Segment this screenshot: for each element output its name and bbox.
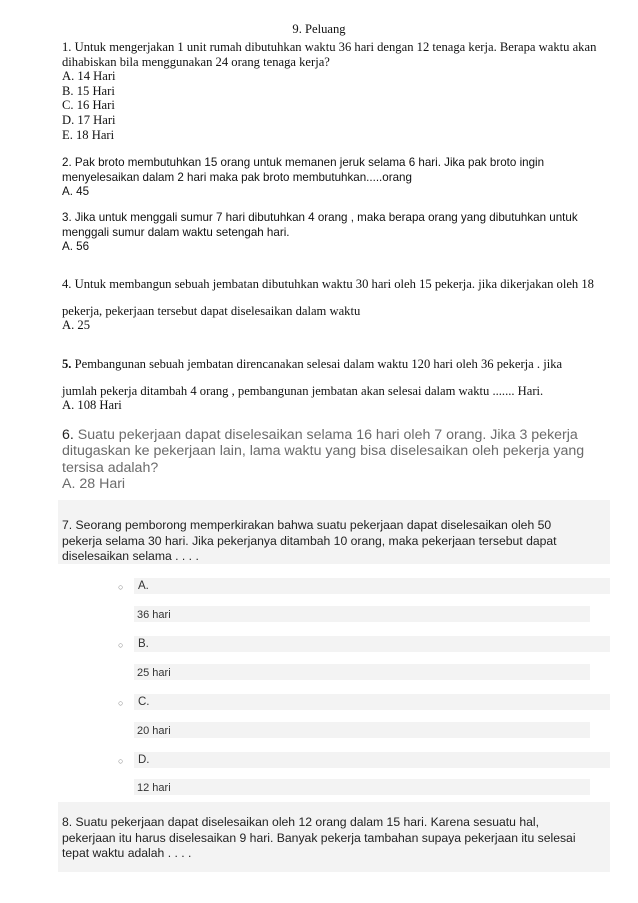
- option-d-value: 12 hari: [137, 782, 171, 794]
- question-1-text-line: 1. Untuk mengerjakan 1 unit rumah dibutuhkan waktu 36 hari dengan 12 tenaga kerja. Berapa waktu akan: [62, 40, 597, 54]
- question-4: [62, 277, 610, 333]
- option-band: [134, 636, 610, 652]
- option-e: E. 18 Hari: [62, 127, 115, 142]
- option-d: D. 17 Hari: [62, 112, 116, 127]
- option-a-value: 36 hari: [137, 609, 171, 621]
- question-6-text-line: tersisa adalah?: [62, 459, 159, 476]
- question-7: [62, 518, 610, 565]
- question-6-text: Suatu pekerjaan dapat diselesaikan selama 16 hari oleh 7 orang. Jika 3 pekerja: [73, 427, 578, 443]
- option-c-value: 20 hari: [137, 725, 171, 737]
- option-c: C. 16 Hari: [62, 98, 115, 113]
- option-band: [134, 694, 610, 710]
- question-7-text-line: 7. Seorang pemborong memperkirakan bahwa suatu pekerjaan dapat diselesaikan oleh 50: [62, 518, 552, 532]
- option-band: [134, 578, 610, 594]
- question-1: [62, 40, 610, 142]
- question-6: [62, 427, 610, 493]
- question-5-text-line: jumlah pekerja ditambah 4 orang , pembangunan jembatan akan selesai dalam waktu ....... Hari.: [62, 383, 544, 398]
- question-8: [62, 815, 610, 862]
- question-5: [62, 357, 610, 413]
- option-b-value: 25 hari: [137, 667, 171, 679]
- question-5-text: Pembangunan sebuah jembatan direncanakan selesai dalam waktu 120 hari oleh 36 pekerja . jika: [71, 357, 563, 371]
- question-5-text-line: [62, 357, 610, 372]
- question-2: [62, 156, 610, 200]
- radio-circle-icon: ○: [118, 640, 124, 650]
- question-3-answer: A. 56: [62, 240, 90, 254]
- question-8-text-line: 8. Suatu pekerjaan dapat diselesaikan oleh 12 orang dalam 15 hari. Karena sesuatu hal,: [62, 815, 539, 829]
- question-3: [62, 211, 610, 255]
- question-8-text-line: tepat waktu adalah . . . .: [62, 846, 192, 861]
- radio-circle-icon: ○: [118, 582, 124, 592]
- question-7-text-line: pekerja selama 30 hari. Jika pekerjanya ditambah 10 orang, maka pekerjaan tersebut dapat: [62, 533, 557, 548]
- question-2-text-line: 2. Pak broto membutuhkan 15 orang untuk memanen jeruk selama 6 hari. Jika pak broto ingin: [62, 156, 545, 169]
- page-title: 9. Peluang: [292, 22, 346, 36]
- option-band: [134, 779, 590, 795]
- question-2-text-line: menyelesaikan dalam 2 hari maka pak broto membutuhkan.....orang: [62, 170, 412, 184]
- question-4-answer: A. 25: [62, 318, 90, 333]
- question-3-text-line: menggali sumur dalam waktu setengah hari.: [62, 225, 290, 239]
- question-6-number: 6.: [62, 427, 74, 443]
- option-a: A. 14 Hari: [62, 69, 116, 84]
- option-band: [134, 722, 590, 738]
- option-letter: D.: [138, 754, 150, 766]
- question-2-answer: A. 45: [62, 185, 90, 199]
- question-7-text-line: diselesaikan selama . . . .: [62, 549, 199, 564]
- question-4-text-line: pekerja, pekerjaan tersebut dapat diselesaikan dalam waktu: [62, 303, 361, 318]
- option-letter: C.: [138, 696, 150, 708]
- question-4-text-line: 4. Untuk membangun sebuah jembatan dibutuhkan waktu 30 hari oleh 15 pekerja. jika dikerjakan oleh 18: [62, 277, 594, 291]
- question-6-text-line: ditugaskan ke pekerjaan lain, lama waktu yang bisa diselesaikan oleh pekerja yang: [62, 443, 585, 460]
- radio-circle-icon: ○: [118, 756, 124, 766]
- question-8-text-line: pekerjaan itu harus diselesaikan 9 hari. Banyak pekerja tambahan supaya pekerjaan itu selesai: [62, 830, 576, 845]
- question-1-text-line: dihabiskan bila menggunakan 24 orang tenaga kerja?: [62, 54, 330, 69]
- option-band: [134, 606, 590, 622]
- radio-circle-icon: ○: [118, 698, 124, 708]
- option-b: B. 15 Hari: [62, 83, 115, 98]
- option-band: [134, 664, 590, 680]
- question-5-answer: A. 108 Hari: [62, 398, 122, 413]
- option-letter: B.: [138, 638, 149, 650]
- question-3-text-line: 3. Jika untuk menggali sumur 7 hari dibutuhkan 4 orang , maka berapa orang yang dibutuhkan untuk: [62, 211, 578, 224]
- question-5-number: 5.: [62, 357, 72, 371]
- question-6-answer: A. 28 Hari: [62, 476, 126, 493]
- option-band: [134, 752, 610, 768]
- option-letter: A.: [138, 580, 149, 592]
